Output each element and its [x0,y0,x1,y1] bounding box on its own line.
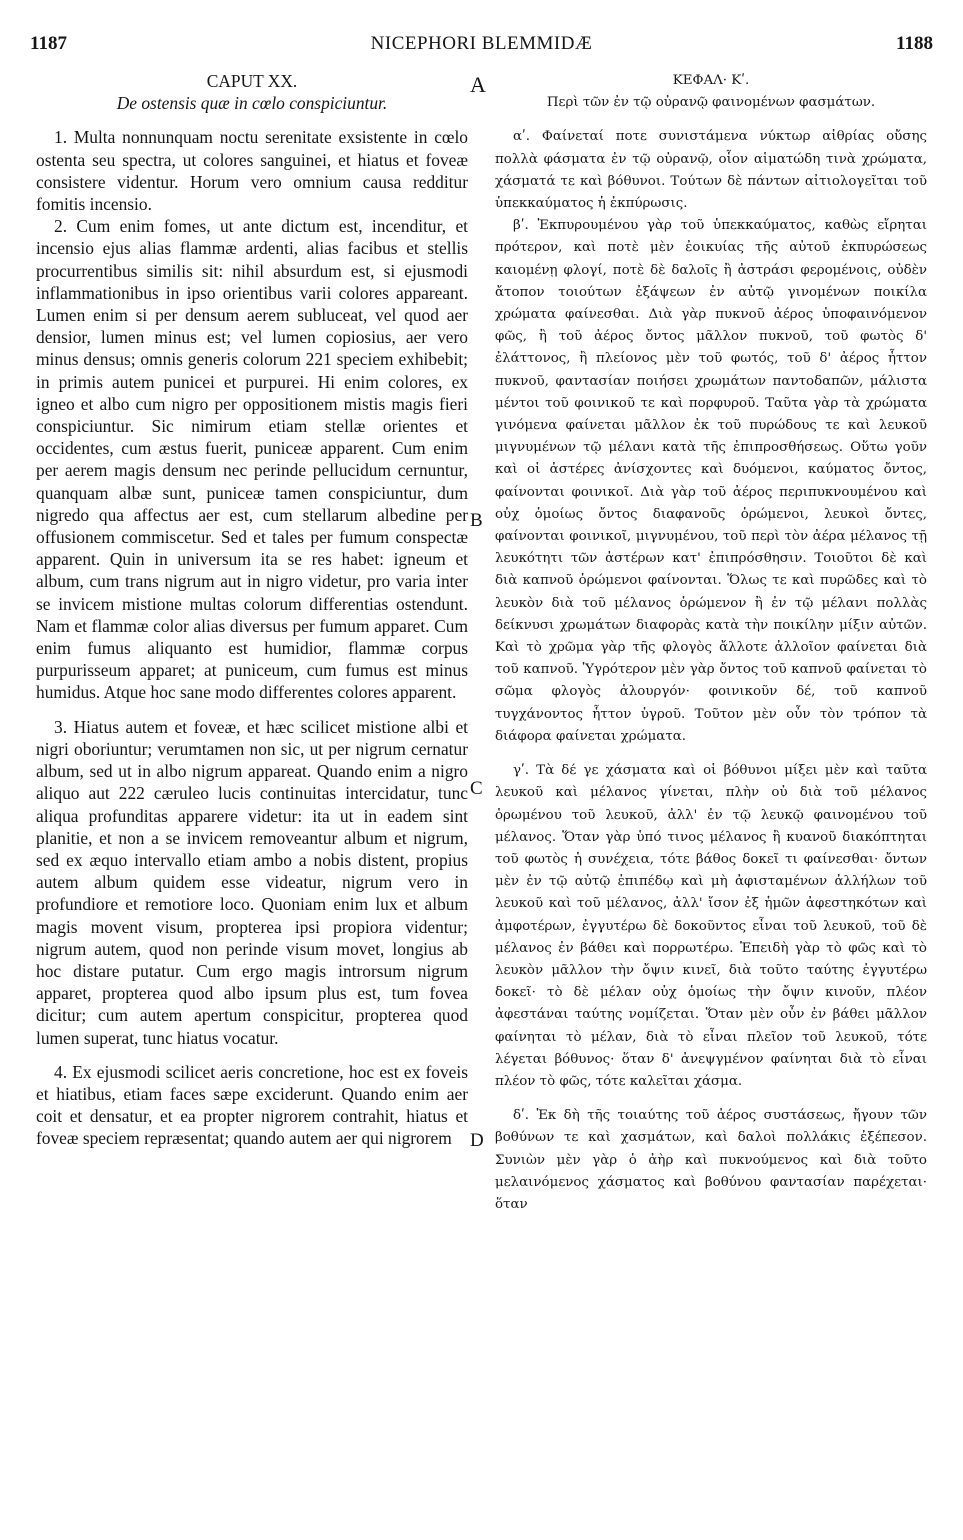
margin-letter-c: C [470,778,483,799]
latin-chapter-heading: CAPUT XX. [206,71,298,91]
column-number-left: 1187 [30,33,67,54]
margin-letter-b: B [470,510,483,531]
latin-paragraph-4: 4. Ex ejusmodi scilicet aeris concretione, hoc est ex foveis et hiatibus, etiam faces sæpe exciderunt. Quando enim aer coit et densatur, et ea propter nigrorem contrahit, hiatus et foveæ speciem repræsentat; quando autem aer qui nigrorem [36,1061,468,1149]
latin-paragraph-2: 2. Cum enim fomes, ut ante dictum est, incenditur, et incensio ejus alias flammæ ardenti, alias facibus et stellis procurrentibus similis sit: nihil absurdum est, si ejusmodi inflammationibus in ipso orientibus varii colores appareant. Lumen enim si per densum aerem subluceat, vel quod aer densior, lumen minus est; vel lumen copiosius, aer vero minus densus; omnis generis colorum 221 speciem exhibebit; in primis autem punicei et purpurei. Hi enim colores, ex igneo et albo cum nigro per oppositionem mistis magis fieri conspiciuntur. Sic nimirum etiam stellæ orientes et occidentes, cum æstus fuerit, puniceæ apparent. Cum enim per aerem magis densum nec perinde pellucidum cernuntur, quanquam albæ sunt, puniceæ tamen conspiciuntur, dum nigredo qua affectus aer est, cum stellarum albedine per offusionem commiscetur. Sed et tales per fumum conspectæ apparent. Quin in universum ita se res habet: igneum et album, cum trans nigrum aut in nigro videtur, pro varia inter se invicem mistione multas colorum differentias ostendunt. Nam et flammæ color alias diversus per fumum apparet. Cum enim fumus aliquanto est humidior, flammæ corpus purpurisseum apparet; at puniceum, cum fumus est minus humidus. Atque hoc sane modo differentes colores apparent. [36,216,468,703]
margin-letter-a: A [470,72,486,97]
latin-column [36,70,468,1150]
greek-paragraph-2: βʹ. Ἐκπυρουμένου γὰρ τοῦ ὑπεκκαύματος, καθὼς εἴρηται πρότερον, καὶ ποτὲ μὲν ἐοικυίας τῆς αὐτοῦ ἐκπυρώσεως καιομένῃ φλογί, ποτὲ δὲ δαλοῖς ἢ ἀστράσι φερομένοις, οὐδὲν ἄτοπον τοιούτων ἐξάψεων ἐν αὐτῷ γινομένων ποικίλα χρώματα φαίνεσθαι. Διὰ γὰρ πυκνοῦ ἀέρος ὑποφαινόμενον φῶς, ἢ τοῦ ἀέρος ὄντος μᾶλλον πυκνοῦ, τοῦ φωτὸς δ' ἐλάττονος, ἢ πλείονος μὲν τοῦ φωτός, τοῦ δ' ἀέρος ἧττον πυκνοῦ, φαντασίαν ποιήσει χρωμάτων παντοδαπῶν, μάλιστα μέντοι τοῦ φοινικοῦ τε καὶ πορφυροῦ. Ταῦτα γὰρ τὰ χρώματα γινόμενα φαίνεται μᾶλλον ἐκ τοῦ πυρώδους τε καὶ λευκοῦ μιγνυμένων τῷ μέλανι κατὰ τῆς ἐπιπροσθήσεως. Οὕτω γοῦν καὶ οἱ ἀστέρες ἀνίσχοντες καὶ δυόμενοι, καύματος ὄντος, φαίνονται φοινικοῖ. Διὰ γὰρ τοῦ ἀέρος περιπυκνουμένου καὶ οὐχ ὁμοίως ὄντος διαφανοῦς ὁρώμενοι, λευκοὶ ὄντες, φαίνονται φοινικοῖ, μιγνυμένου, τοῦ περὶ τὸν ἀέρα μέλανος τῇ λευκότητι τῶν ἀστέρων κατ' ἐπιπρόσθησιν. Τοιοῦτοι δὲ καὶ διὰ καπνοῦ ὁρώμενοι φαίνονται. Ὅλως τε καὶ πυρῶδες καὶ τὸ λευκὸν διὰ τοῦ μέλανος ὁρώμενον ἢ ἐν τῷ μέλανι πολλὰς δείκνυσι χρωμάτων διαφορὰς κατὰ τὴν ποικίλην μίξιν αὐτῶν. Καὶ τὸ χρῶμα γὰρ τῆς φλογὸς ἄλλοτε ἀλλοῖον φαίνεται διὰ τοῦ καπνοῦ. Ὑγρότερον μὲν γὰρ ὄντος τοῦ καπνοῦ φαίνεται τὸ σῶμα φλογὸς ἁλουργόν· φοινικοῦν δέ, τοῦ καπνοῦ τυγχάνοντος ἧττον ὑγροῦ. Τοῦτον μὲν οὖν τὸν τρόπον τὰ διάφορα φαίνεται χρώματα. [495,218,927,744]
latin-paragraph-3: 3. Hiatus autem et foveæ, et hæc scilicet mistione albi et nigri oboriuntur; verumtamen non sic, ut per nigrum cernatur album, sed ut in albo nigrum appareat. Quando enim a nigro aliquo aut 222 cæruleo lucis continuitas intercidatur, tunc aliqua profunditas apparere videtur: ita ut in eadem sint planitie, et non a se invicem removeantur album et nigrum, sed ex æquo intervallo etiam ambo a nobis distent, propius autem album quidem esse videatur, nigrum vero in profundiore et remotiore loco. Quoniam enim lux et album magis movent visum, propterea ipsi propiora videntur; nigrum autem, quod non perinde visum movet, longius ab hoc distare putatur. Cum ergo magis introrsum nigrum apparet, propterea quod albo ipsum plus est, tum fovea dicitur; cum autem apertum conspicitur, propterea quod lumen superat, tunc hiatus vocatur. [36,716,468,1048]
greek-paragraph-4: δʹ. Ἐκ δὴ τῆς τοιαύτης τοῦ ἀέρος συστάσεως, ἤγουν τῶν βοθύνων τε καὶ χασμάτων, καὶ δαλοὶ πολλάκις ἐξέπεσον. Συνιὼν μὲν γὰρ ὁ ἀὴρ καὶ πυκνούμενος καὶ διὰ τοῦτο μελαινόμενος χάσματος καὶ βοθύνου φαντασίαν παρέχεται· ὅταν [495,1108,927,1212]
greek-column [495,70,927,1216]
greek-chapter-heading: ΚΕΦΑΛ· Κʹ. [672,73,750,88]
greek-chapter-subtitle: Περὶ τῶν ἐν τῷ οὐρανῷ φαινομένων φασμάτων. [546,95,876,111]
column-number-right: 1188 [896,33,933,54]
greek-paragraph-3: γʹ. Τὰ δέ γε χάσματα καὶ οἱ βόθυνοι μίξει μὲν καὶ ταῦτα λευκοῦ καὶ μέλανος γίνεται, πλὴν οὐ διὰ τοῦ μέλανος ὁρωμένου τοῦ λευκοῦ, ἀλλ' ἐν τῷ λευκῷ φαινομένου τοῦ μέλανος. Ὅταν γὰρ ὑπό τινος μέλανος ἢ κυανοῦ διακόπτηται τοῦ φωτὸς ἡ συνέχεια, τότε βάθος δοκεῖ τι φαίνεσθαι· ὄντων μὲν ἐν τῷ αὐτῷ ἐπιπέδῳ καὶ μὴ ἀφισταμένων ἀλλήλων τοῦ λευκοῦ καὶ τοῦ μέλανος, ἀλλ' ἴσον ἐξ ἡμῶν ἀφεστηκότων καὶ ἀμφοτέρων, ἐγγυτέρω δὲ δοκοῦντος εἶναι τοῦ λευκοῦ, τοῦ δὲ μέλανος ἐν βάθει καὶ πορρωτέρω. Ἐπειδὴ γὰρ τὸ φῶς καὶ τὸ λευκὸν μᾶλλον τὴν ὄψιν κινεῖ, διὰ τοῦτο ταύτης ἐγγυτέρω δοκεῖ· τὸ δὲ μέλαν οὐχ ὁμοίως τὴν ὄψιν κινοῦν, πλέον ἀφεστάναι ταύτης νομίζεται. Ὅταν μὲν οὖν ἐν βάθει μᾶλλον φαίνηται τὸ μέλαν, διὰ τὸ εἶναι πλεῖον τοῦ λευκοῦ, τότε λέγεται βόθυνος· ὅταν δ' ἀνεψγμένον φαίνηται διὰ τὸ εἶναι πλέον τὸ φῶς, τότε καλεῖται χάσμα. [495,763,927,1089]
running-title: NICEPHORI BLEMMIDÆ [370,33,593,54]
margin-letter-d: D [470,1130,484,1151]
greek-paragraph-1: αʹ. Φαίνεταί ποτε συνιστάμενα νύκτωρ αἰθρίας οὔσης πολλὰ φάσματα ἐν τῷ οὐρανῷ, οἷον αἱματώδη τινὰ χρώματα, χάσματά τε καὶ βόθυνοι. Τούτων δὲ πάντων αἰτιολογεῖται τοῦ ὑπεκκαύματος ἡ ἐκπύρωσις. [495,129,927,212]
latin-chapter-subtitle: De ostensis quæ in cœlo conspiciuntur. [116,93,388,114]
latin-paragraph-1: 1. Multa nonnunquam noctu serenitate exsistente in cœlo ostenta seu spectra, ut colores sanguinei, et hiatus et foveæ consistere videntur. Horum vero omnium causa redditur fomitis incensio. [36,127,468,215]
